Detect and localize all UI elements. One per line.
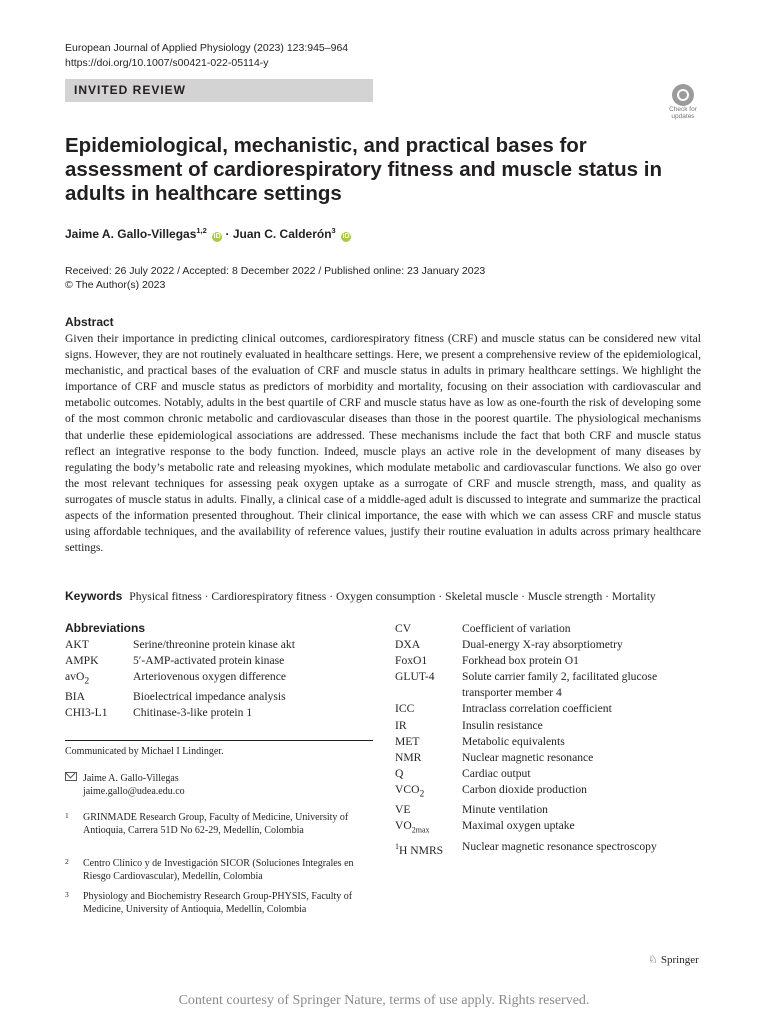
abbreviation-row xyxy=(395,621,702,637)
communicated-by: Communicated by Michael I Lindinger. xyxy=(65,746,224,757)
abbreviation-definition: Maximal oxygen uptake xyxy=(462,819,575,833)
abbreviation-definition: Nuclear magnetic resonance spectroscopy xyxy=(462,839,657,853)
abbreviation-definition: Cardiac output xyxy=(462,766,531,780)
abbreviation-term: AKT xyxy=(65,638,89,651)
abbreviation-definition: Nuclear magnetic resonance xyxy=(462,750,594,764)
keywords xyxy=(65,589,715,603)
author-separator: · xyxy=(225,227,230,241)
abbreviation-definition: Carbon dioxide production xyxy=(462,782,587,796)
abbreviation-term: FoxO1 xyxy=(395,654,428,668)
abbreviation-definition: Dual-energy X-ray absorptiometry xyxy=(462,638,623,652)
author-affiliation-ref: 3 xyxy=(331,226,336,235)
abbreviation-definition: 5′-AMP-activated protein kinase xyxy=(133,654,285,667)
author-name[interactable]: Juan C. Calderón xyxy=(232,227,332,241)
article-title: Epidemiological, mechanistic, and practical bases for assessment of cardiorespiratory fitness and muscle status in adults in healthcare settings xyxy=(65,134,662,205)
check-updates-label: Check for updates xyxy=(669,106,697,120)
abbreviations-heading: Abbreviations xyxy=(65,621,146,635)
publication-dates xyxy=(65,264,485,292)
affiliation xyxy=(65,857,365,883)
abbreviation-row xyxy=(65,689,373,705)
author-list xyxy=(65,226,351,242)
affiliation-text: GRINMADE Research Group, Faculty of Medicine, University of Antioquia, Carrera 51D No 62-29, Medellín, Colombia xyxy=(83,812,349,836)
abbreviation-row xyxy=(395,701,702,717)
abbreviation-row xyxy=(65,653,373,669)
abbreviation-row xyxy=(395,750,702,766)
abbreviation-term: NMR xyxy=(395,750,422,764)
abbreviation-term: MET xyxy=(395,734,420,748)
affiliation-number: 3 xyxy=(65,890,69,899)
affiliation-number: 1 xyxy=(65,811,69,820)
abbreviation-row xyxy=(395,818,702,838)
abbreviation-definition: Minute ventilation xyxy=(462,803,548,817)
check-for-updates-badge[interactable] xyxy=(664,84,702,124)
publisher-logo xyxy=(648,953,699,966)
abbreviation-definition: Metabolic equivalents xyxy=(462,734,565,748)
abbreviation-term: CHI3-L1 xyxy=(65,706,108,720)
affiliation-text: Physiology and Biochemistry Research Group-PHYSIS, Faculty of Medicine, University of Antioquia, Medellín, Colombia xyxy=(83,891,353,915)
abbreviation-definition: Intraclass correlation coefficient xyxy=(462,702,612,716)
abbreviation-definition: Bioelectrical impedance analysis xyxy=(133,690,286,704)
abstract-heading: Abstract xyxy=(65,315,114,329)
abbreviations-left-column xyxy=(65,637,373,721)
keywords-label: Keywords xyxy=(65,589,123,603)
abbreviation-row xyxy=(395,839,702,859)
affiliation-text: Centro Clínico y de Investigación SICOR (Soluciones Integrales en Riesgo Cardiovascular), Medellín, Colombia xyxy=(83,858,354,882)
article-type-banner xyxy=(65,79,373,102)
abbreviation-term: Q xyxy=(395,766,404,780)
abbreviation-row xyxy=(395,734,702,750)
abbreviation-term: CV xyxy=(395,622,412,635)
abbreviation-row xyxy=(395,766,702,782)
affiliation xyxy=(65,811,365,837)
abbreviation-term: $VO_{2max}$ xyxy=(395,819,430,835)
corresponding-email[interactable]: jaime.gallo@udea.edu.co xyxy=(83,786,185,797)
abbreviation-term: BIA xyxy=(65,690,85,704)
abbreviation-row xyxy=(395,669,702,701)
abbreviation-term: $^1$H NMRS xyxy=(395,841,444,857)
abbreviation-row xyxy=(395,718,702,734)
abbreviation-term: ICC xyxy=(395,702,415,716)
orcid-icon[interactable]: iD xyxy=(342,233,350,240)
footnote-divider xyxy=(65,740,373,741)
check-updates-icon xyxy=(672,84,694,106)
article-type-label: INVITED REVIEW xyxy=(74,83,187,97)
abbreviation-term: VE xyxy=(395,803,411,817)
envelope-icon xyxy=(65,772,77,781)
abbreviation-definition: Serine/threonine protein kinase akt xyxy=(133,638,295,651)
abstract-text: Given their importance in predicting clinical outcomes, cardiorespiratory fitness (CRF) and muscle status can be considered new vital signs. However, they are not routinely evaluated in healthcare settings. Here, we present a comprehensive review of the epidemiological, mechanistic, and practical bases of the evaluation of CRF and muscle status in adults in primary healthcare settings. We highlight the importance of CRF and muscle status as predictors of morbidity and mortality, focusing on their association with cardiovascular and metabolic outcomes. Notably, adults in the best quartile of CRF and muscle status have as low as one-fourth the risk of developing some of the most common chronic metabolic and cardiovascular diseases than those in the poorest quartile. The physiological mechanisms that underlie these epidemiological associations are addressed. These mechanisms include the fact that both CRF and muscle status reflect an integrative response to the body function. Indeed, muscle plays an active role in the development of many diseases by regulating the body’s metabolic rate and releasing myokines, which modulate metabolic and cardiovascular functions. We also go over the most relevant techniques for assessing peak oxygen uptake as a surrogate of CRF and muscle strength, mass, and quality as surrogates of muscle status in adults. Finally, a clinical case of a middle-aged adult is discussed to integrate and summarize the practical aspects of the information presented throughout. Their clinical importance, the ease with which we can assess CRF and muscle status using affordable techniques, and the availability of reference values, justify their routine evaluation in adults across primary healthcare settings. xyxy=(65,332,701,555)
abbreviation-row xyxy=(395,782,702,802)
journal-header xyxy=(65,41,348,71)
keywords-list: Physical fitness · Cardiorespiratory fitness · Oxygen consumption · Skeletal muscle · Muscle strength · Mortality xyxy=(129,590,656,603)
abbreviation-row xyxy=(65,705,373,721)
author-affiliation-ref: 1,2 xyxy=(196,226,207,235)
abbreviation-definition: Coefficient of variation xyxy=(462,622,571,635)
abbreviation-definition: Chitinase-3-like protein 1 xyxy=(133,706,253,720)
journal-citation: European Journal of Applied Physiology (2023) 123:945–964 xyxy=(65,42,349,54)
orcid-icon[interactable]: iD xyxy=(213,233,221,240)
doi-link[interactable]: https://doi.org/10.1007/s00421-022-05114-y xyxy=(65,57,269,69)
abbreviation-definition: Arteriovenous oxygen difference xyxy=(133,670,287,683)
corresponding-author: Jaime A. Gallo-Villegas xyxy=(83,773,179,784)
abbreviation-term: avO$_2$ xyxy=(65,670,90,687)
affiliation xyxy=(65,890,365,916)
abbreviation-term: GLUT-4 xyxy=(395,670,435,684)
author-name[interactable]: Jaime A. Gallo-Villegas xyxy=(65,227,197,241)
springer-horse-icon: ♘ xyxy=(648,954,658,966)
abbreviation-definition: Forkhead box protein O1 xyxy=(462,654,579,668)
abbreviation-row xyxy=(65,669,373,689)
correspondence xyxy=(65,772,185,798)
abbreviation-term: DXA xyxy=(395,638,421,652)
abbreviation-term: AMPK xyxy=(65,654,99,667)
publisher-name: Springer xyxy=(660,954,699,966)
abbreviation-row xyxy=(65,637,373,653)
abbreviation-definition: Insulin resistance xyxy=(462,718,543,732)
dates-line: Received: 26 July 2022 / Accepted: 8 December 2022 / Published online: 23 January 2023 xyxy=(65,265,486,277)
page-footer: Content courtesy of Springer Nature, terms of use apply. Rights reserved. xyxy=(178,993,590,1008)
affiliation-number: 2 xyxy=(65,857,69,866)
abbreviation-term: IR xyxy=(395,718,407,732)
abbreviation-row xyxy=(395,802,702,818)
abbreviation-row xyxy=(395,653,702,669)
abbreviations-right-column xyxy=(395,621,702,859)
abbreviation-row xyxy=(395,637,702,653)
abbreviation-term: $VCO_2$ xyxy=(395,782,425,800)
copyright-line: © The Author(s) 2023 xyxy=(65,279,166,291)
abbreviation-definition: Solute carrier family 2, facilitated glucose transporter member 4 xyxy=(462,670,658,700)
